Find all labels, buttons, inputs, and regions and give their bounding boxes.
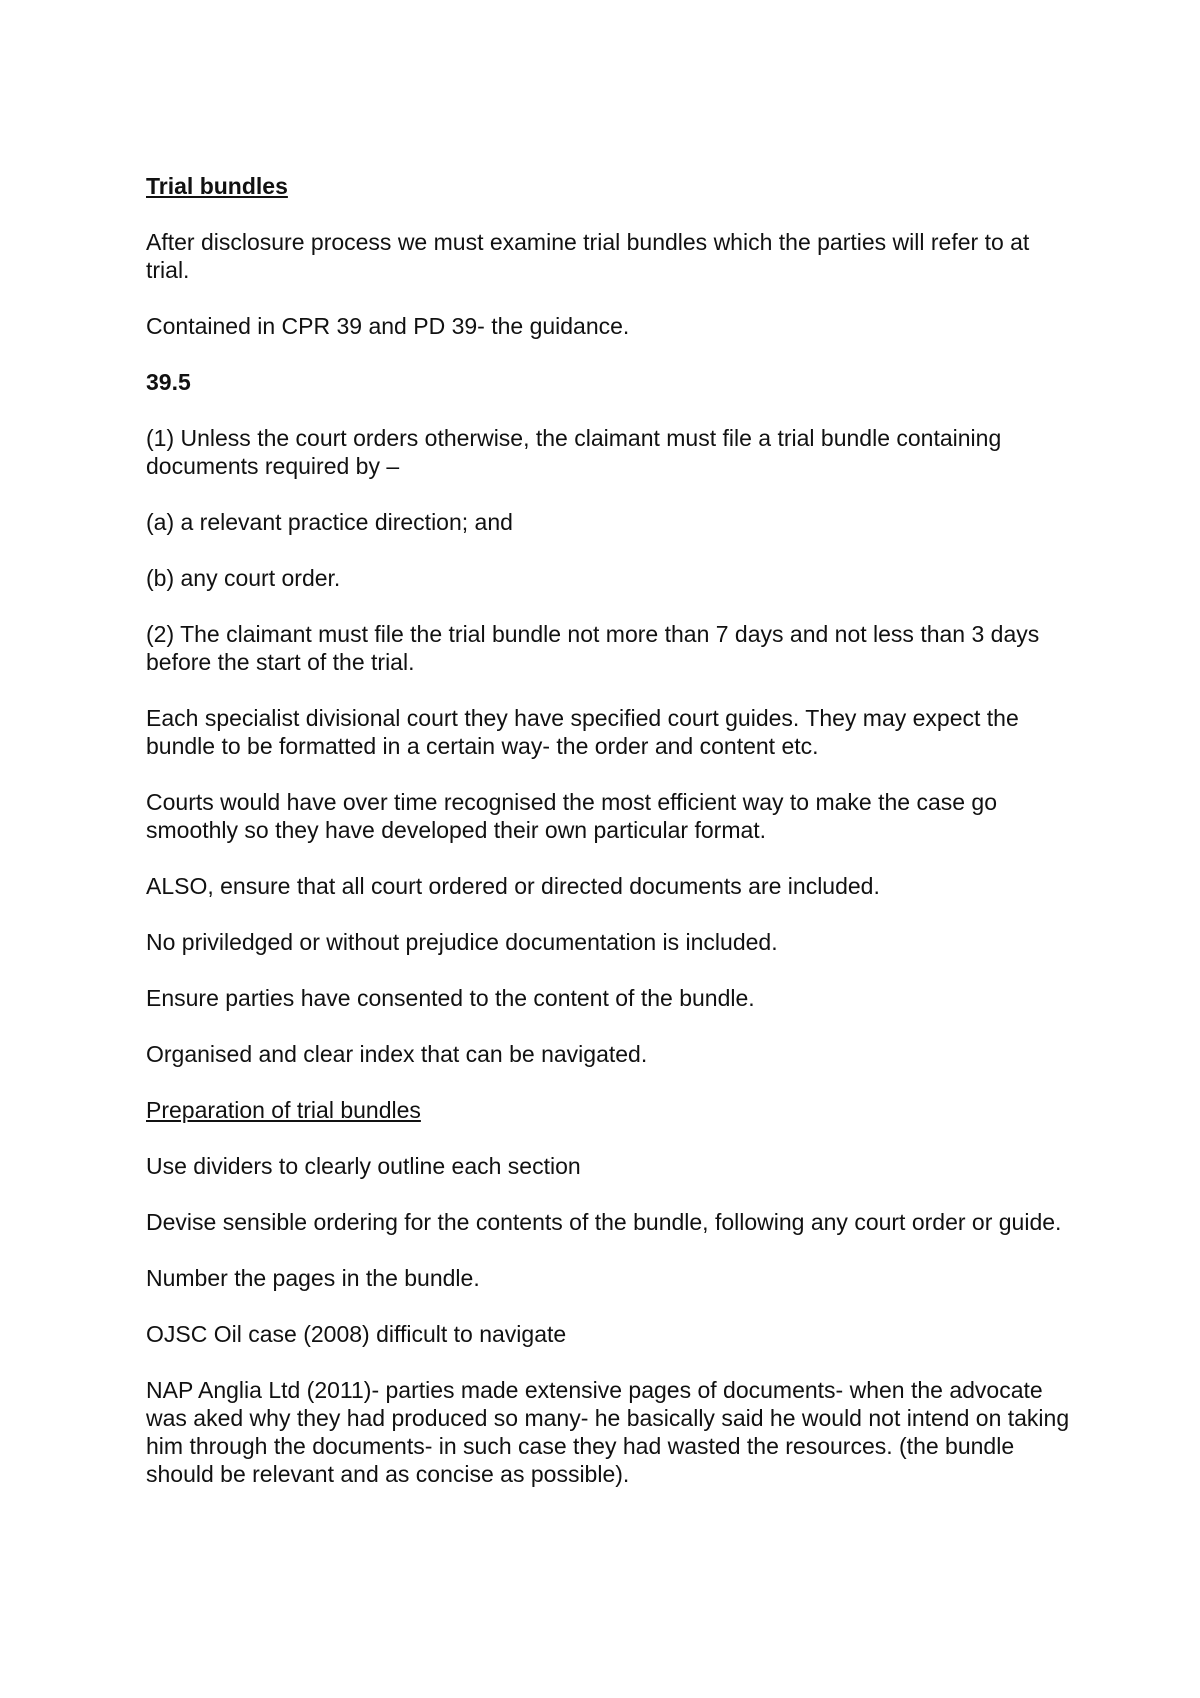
- rule-heading: 39.5: [146, 369, 191, 395]
- rule-paragraph-1: (1) Unless the court orders otherwise, the claimant must file a trial bundle containing documents required by –: [146, 425, 1002, 479]
- paragraph-consent: Ensure parties have consented to the content of the bundle.: [146, 985, 755, 1011]
- rule-item-a: (a) a relevant practice direction; and: [146, 509, 513, 535]
- paragraph-dividers: Use dividers to clearly outline each section: [146, 1153, 581, 1179]
- paragraph-index: Organised and clear index that can be navigated.: [146, 1041, 648, 1067]
- paragraph-privileged: No priviledged or without prejudice documentation is included.: [146, 929, 778, 955]
- document-title: Trial bundles: [146, 173, 288, 199]
- document-page: [146, 172, 1076, 1516]
- rule-paragraph-2: (2) The claimant must file the trial bundle not more than 7 days and not less than 3 days before the start of the trial.: [146, 621, 1040, 675]
- paragraph-court-guides: Each specialist divisional court they have specified court guides. They may expect the bundle to be formatted in a certain way- the order and content etc.: [146, 705, 1019, 759]
- paragraph-numbering: Number the pages in the bundle.: [146, 1265, 480, 1291]
- paragraph-ordering: Devise sensible ordering for the contents of the bundle, following any court order or guide.: [146, 1209, 1062, 1235]
- paragraph-documents-included: ALSO, ensure that all court ordered or directed documents are included.: [146, 873, 880, 899]
- paragraph-format: Courts would have over time recognised the most efficient way to make the case go smoothly so they have developed their own particular format.: [146, 789, 998, 843]
- paragraph-nap-anglia-case: NAP Anglia Ltd (2011)- parties made extensive pages of documents- when the advocate was aked why they had produced so many- he basically said he would not intend on taking him through the documents- in such case they had wasted the resources. (the bundle should be relevant and as concise as possible).: [146, 1377, 1070, 1487]
- paragraph-ojsc-case: OJSC Oil case (2008) difficult to navigate: [146, 1321, 567, 1347]
- rule-item-b: (b) any court order.: [146, 565, 341, 591]
- section-heading: Preparation of trial bundles: [146, 1097, 421, 1123]
- paragraph-intro: After disclosure process we must examine trial bundles which the parties will refer to at trial.: [146, 229, 1030, 283]
- paragraph-guidance: Contained in CPR 39 and PD 39- the guidance.: [146, 313, 630, 339]
